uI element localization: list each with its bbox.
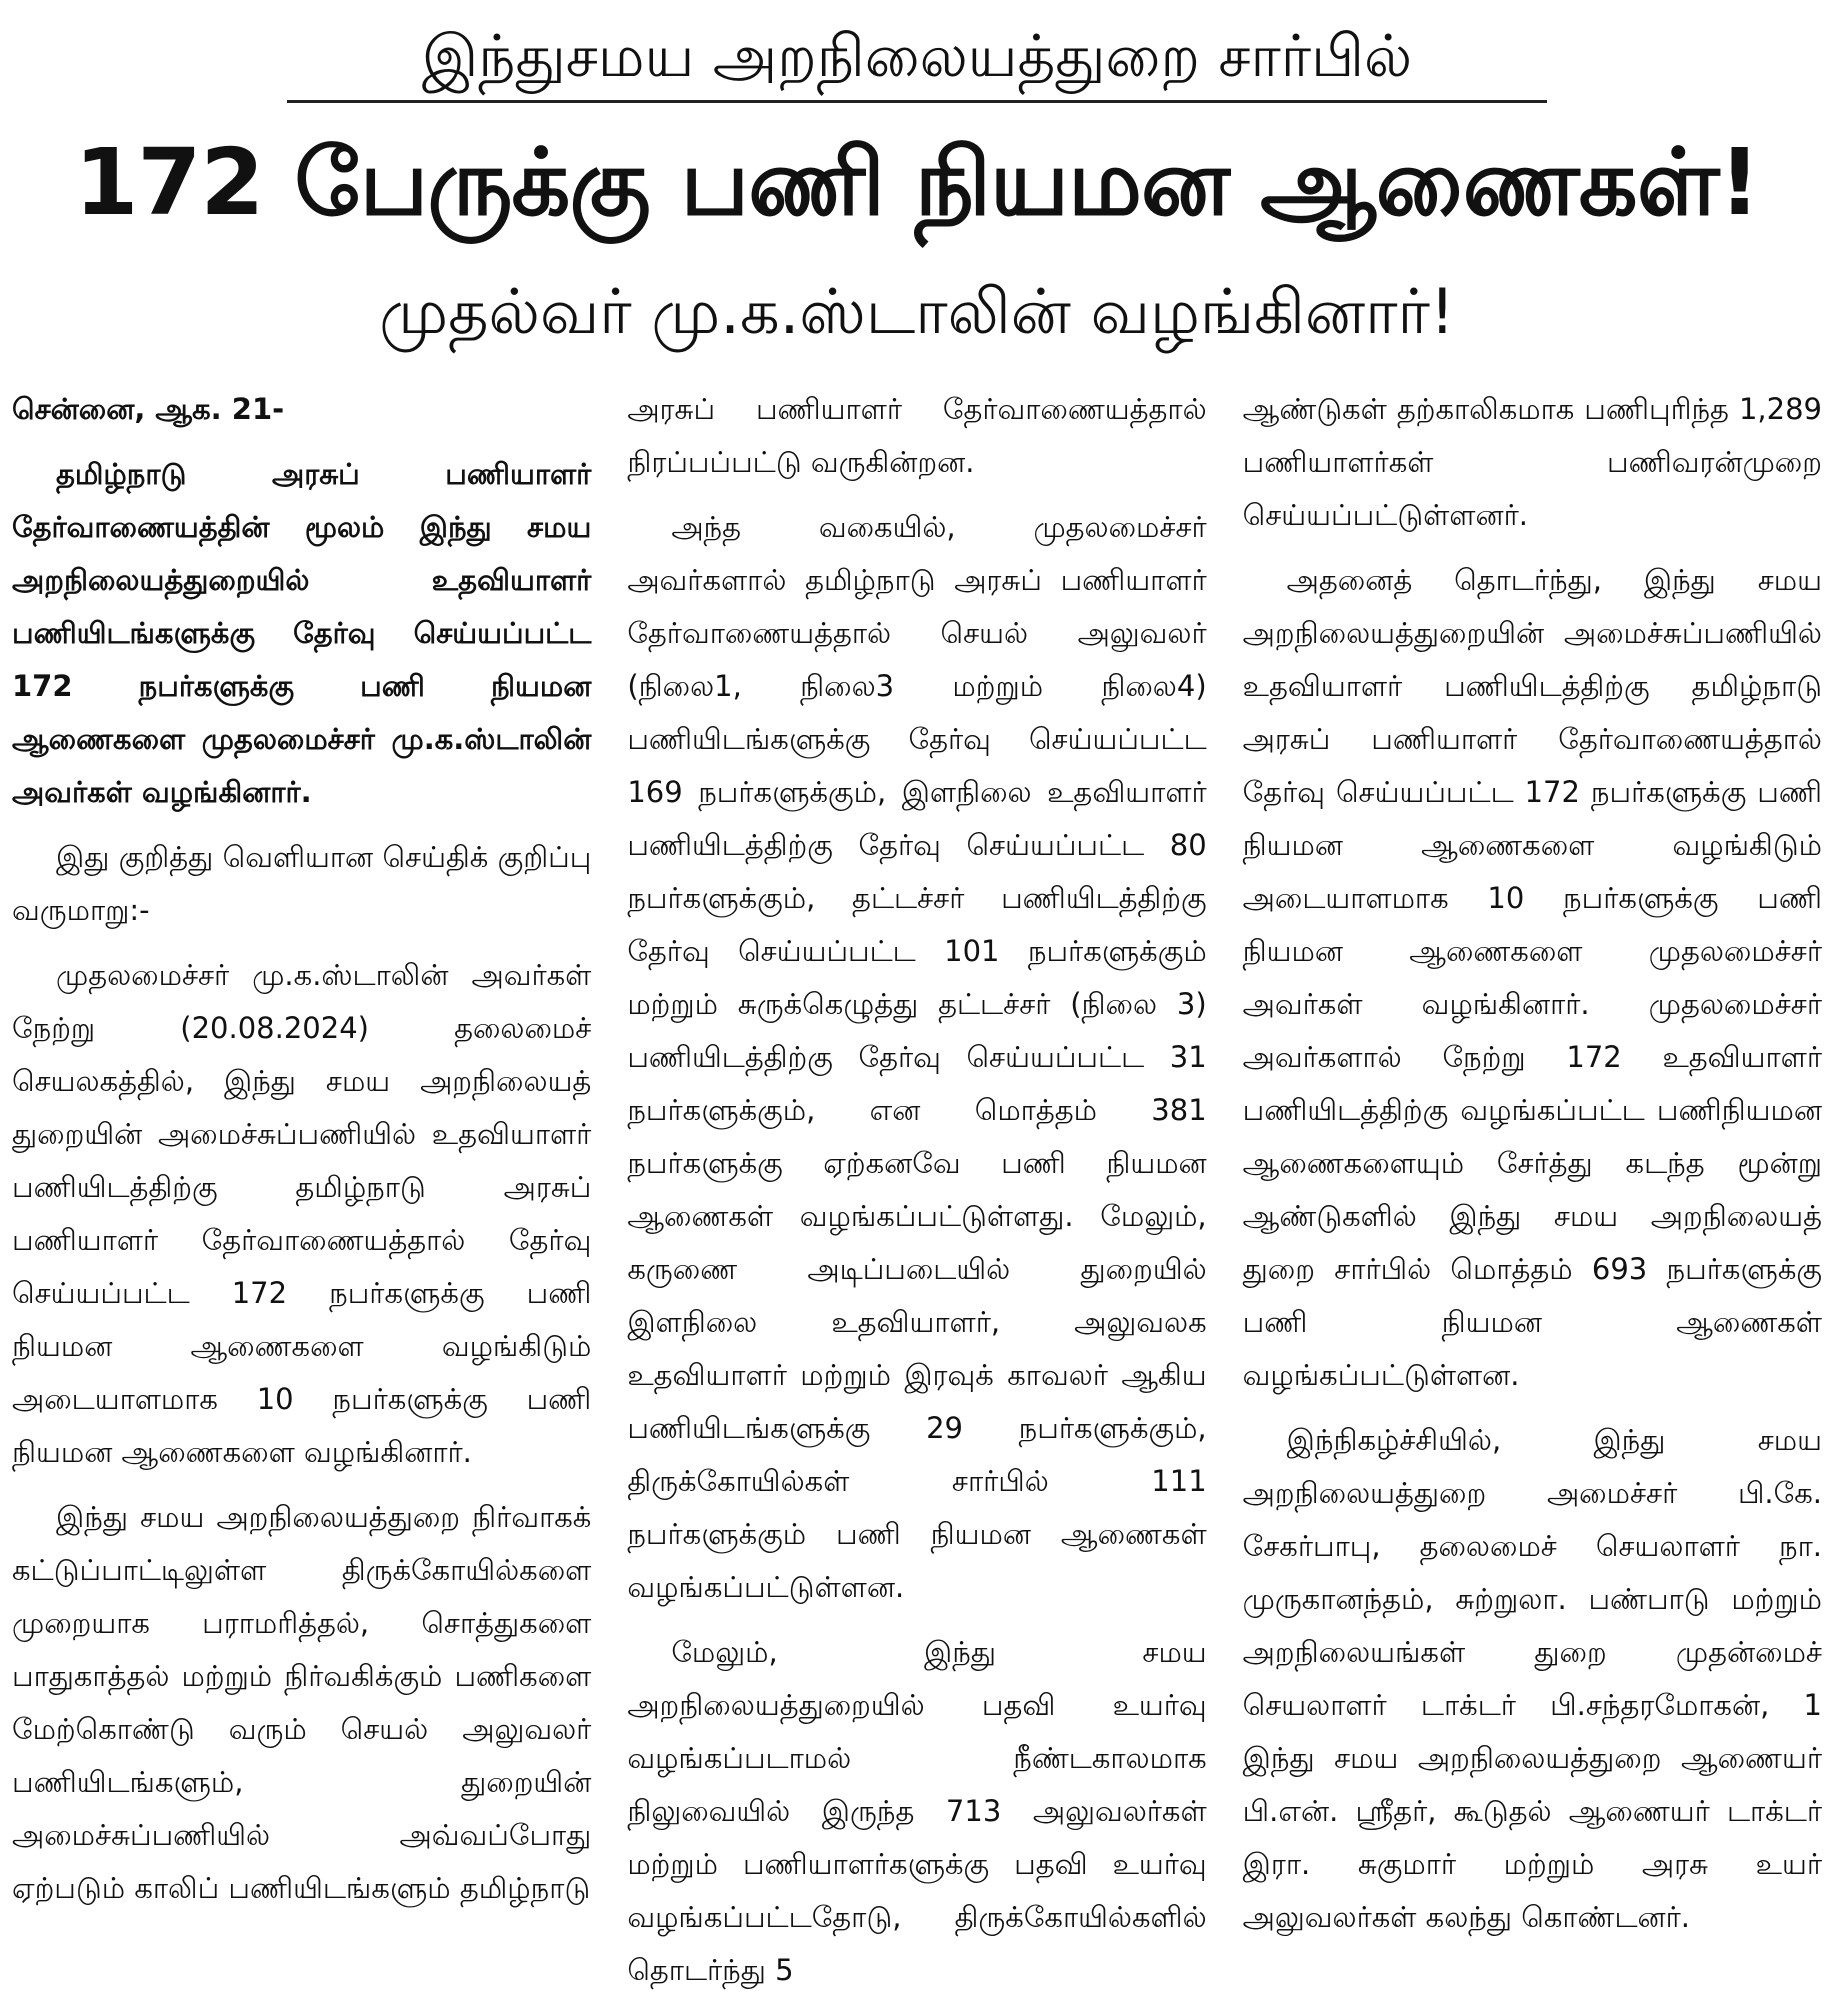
- article-kicker: இந்துசமய அறநிலையத்துறை சார்பில்: [287, 18, 1547, 103]
- column-2: [627, 383, 1207, 1987]
- article-body: [12, 383, 1822, 1987]
- paragraph: முதலமைச்சர் மு.க.ஸ்டாலின் அவர்கள் நேற்று (20.08.2024) தலைமைச் செயலகத்தில், இந்து சமய அறநிலையத் துறையின் அமைச்சுப்பணியில் உதவியாளர் பணியிடத்திற்கு தமிழ்நாடு அரசுப் பணியாளர் தேர்வாணையத்தால் தேர்வு செய்யப்பட்ட 172 நபர்களுக்கு பணி நியமன ஆணைகளை வழங்கிடும் அடையாளமாக 10 நபர்களுக்கு பணி நியமன ஆணைகளை வழங்கினார்.: [12, 958, 592, 1469]
- article-headline: 172 பேருக்கு பணி நியமன ஆணைகள்!: [74, 129, 1760, 236]
- article-subhead: முதல்வர் மு.க.ஸ்டாலின் வழங்கினார்!: [379, 275, 1455, 348]
- paragraph: இது குறித்து வெளியான செய்திக் குறிப்பு வருமாறு:-: [12, 840, 592, 927]
- column-1: [12, 383, 591, 1903]
- paragraph: மேலும், இந்து சமய அறநிலையத்துறையில் பதவி உயர்வு வழங்கப்படாமல் நீண்டகாலமாக நிலுவையில் இருந்த 713 அலுவலர்கள் மற்றும் பணியாளர்களுக்கு பதவி உயர்வு வழங்கப்பட்டதோடு, திருக்கோயில்களில் தொடர்ந்து 5: [627, 1635, 1207, 1987]
- newspaper-article: [0, 18, 1834, 1987]
- dateline: சென்னை, ஆக. 21-: [12, 392, 285, 426]
- paragraph: அதனைத் தொடர்ந்து, இந்து சமய அறநிலையத்துறையின் அமைச்சுப்பணியில் உதவியாளர் பணியிடத்திற்கு தமிழ்நாடு அரசுப் பணியாளர் தேர்வாணையத்தால் தேர்வு செய்யப்பட்ட 172 நபர்களுக்கு பணி நியமன ஆணைகளை வழங்கிடும் அடையாளமாக 10 நபர்களுக்கு பணி நியமன ஆணைகளை முதலமைச்சர் அவர்கள் வழங்கினார். முதலமைச்சர் அவர்களால் நேற்று 172 உதவியாளர் பணியிடத்திற்கு வழங்கப்பட்ட பணிநியமன ஆணைகளையும் சேர்த்து கடந்த மூன்று ஆண்டுகளில் இந்து சமய அறநிலையத் துறை சார்பில் மொத்தம் 693 நபர்களுக்கு பணி நியமன ஆணைகள் வழங்கப்பட்டுள்ளன.: [1242, 563, 1822, 1392]
- paragraph: ஆண்டுகள் தற்காலிகமாக பணிபுரிந்த 1,289 பணியாளர்கள் பணிவரன்முறை செய்யப்பட்டுள்ளனர்.: [1242, 392, 1822, 532]
- lead-paragraph: தமிழ்நாடு அரசுப் பணியாளர் தேர்வாணையத்தின் மூலம் இந்து சமய அறநிலையத்துறையில் உதவியாளர் பணியிடங்களுக்கு தேர்வு செய்யப்பட்ட 172 நபர்களுக்கு பணி நியமன ஆணைகளை முதலமைச்சர் மு.க.ஸ்டாலின் அவர்கள் வழங்கினார்.: [12, 457, 592, 809]
- paragraph: இந்து சமய அறநிலையத்துறை நிர்வாகக் கட்டுப்பாட்டிலுள்ள திருக்கோயில்களை முறையாக பராமரித்தல், சொத்துகளை பாதுகாத்தல் மற்றும் நிர்வகிக்கும் பணிகளை மேற்கொண்டு வரும் செயல் அலுவலர் பணியிடங்களும், துறையின் அமைச்சுப்பணியில் அவ்வப்போது ஏற்படும் காலிப் பணியிடங்களும் தமிழ்நாடு: [12, 1500, 592, 1905]
- paragraph: அரசுப் பணியாளர் தேர்வாணையத்தால் நிரப்பப்பட்டு வருகின்றன.: [627, 392, 1207, 479]
- column-3: [1242, 383, 1822, 1934]
- paragraph: அந்த வகையில், முதலமைச்சர் அவர்களால் தமிழ்நாடு அரசுப் பணியாளர் தேர்வாணையத்தால் செயல் அலுவலர் (நிலை1, நிலை3 மற்றும் நிலை4) பணியிடங்களுக்கு தேர்வு செய்யப்பட்ட 169 நபர்களுக்கும், இளநிலை உதவியாளர் பணியிடத்திற்கு தேர்வு செய்யப்பட்ட 80 நபர்களுக்கும், தட்டச்சர் பணியிடத்திற்கு தேர்வு செய்யப்பட்ட 101 நபர்களுக்கும் மற்றும் சுருக்கெழுத்து தட்டச்சர் (நிலை 3) பணியிடத்திற்கு தேர்வு செய்யப்பட்ட 31 நபர்களுக்கும், என மொத்தம் 381 நபர்களுக்கு ஏற்கனவே பணி நியமன ஆணைகள் வழங்கப்பட்டுள்ளது. மேலும், கருணை அடிப்படையில் துறையில் இளநிலை உதவியாளர், அலுவலக உதவியாளர் மற்றும் இரவுக் காவலர் ஆகிய பணியிடங்களுக்கு 29 நபர்களுக்கும், திருக்கோயில்கள் சார்பில் 111 நபர்களுக்கும் பணி நியமன ஆணைகள் வழங்கப்பட்டுள்ளன.: [627, 510, 1207, 1604]
- paragraph: இந்நிகழ்ச்சியில், இந்து சமய அறநிலையத்துறை அமைச்சர் பி.கே. சேகர்பாபு, தலைமைச் செயலாளர் நா. முருகானந்தம், சுற்றுலா. பண்பாடு மற்றும் அறநிலையங்கள் துறை முதன்மைச் செயலாளர் டாக்டர் பி.சந்தரமோகன், 1 இந்து சமய அறநிலையத்துறை ஆணையர் பி.என். ஶ்ரீதர், கூடுதல் ஆணையர் டாக்டர் இரா. சுகுமார் மற்றும் அரசு உயர் அலுவலர்கள் கலந்து கொண்டனர்.: [1242, 1423, 1822, 1934]
